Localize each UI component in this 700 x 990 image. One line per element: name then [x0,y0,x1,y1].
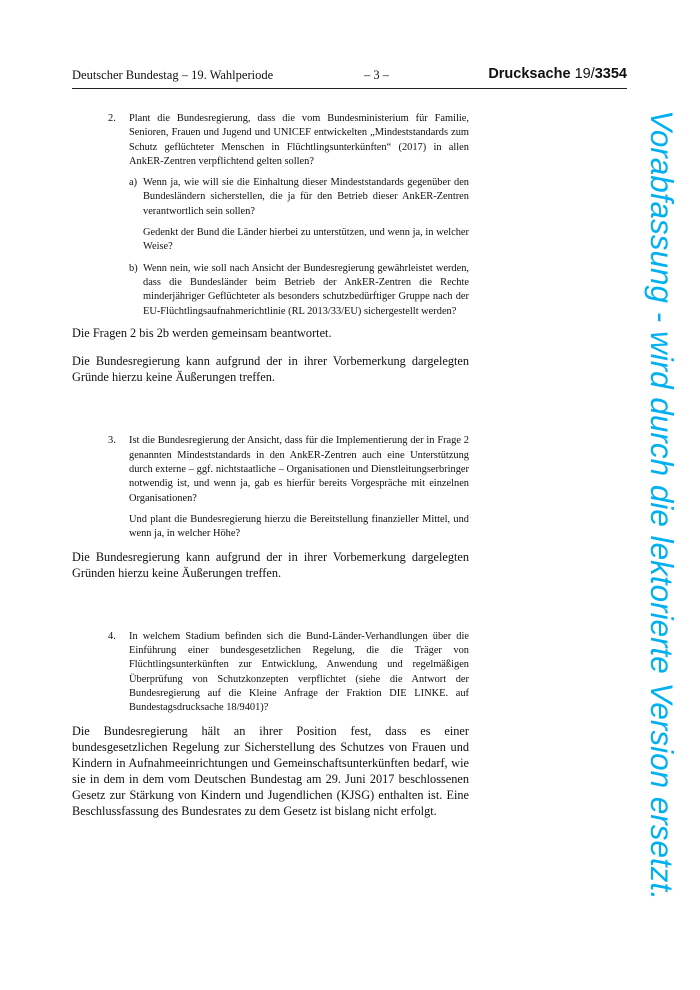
question-4 [72,630,469,716]
question-text: Plant die Bundesregierung, dass die vom Bundesministerium für Familie, Senioren, Frauen und Jugend und UNICEF entwickelten „Mindeststandards zum Schutz geflüchteter Menschen in Flüchtlingsunterkünften“ (2017) in allen AnkER-Zentren verpflichtend gelten sollen? [129,113,469,167]
question-3 [72,434,469,541]
watermark-text: Vorabfassung - wird durch die lektorierte Version ersetzt. [644,110,680,901]
document-number [488,66,627,82]
answer-4: Die Bundesregierung hält an ihrer Position fest, dass es einer bundesgesetzlichen Regelung zur Sicherstellung des Schutzes von Frauen und Kindern in Aufnahmeeinrichtungen und Gemeinschaftsunterkünften bedarf, wie sie in dem in dem vom Deutschen Bundestag am 29. Juni 2017 beschlossenen Gesetz zur Stärkung von Kindern und Jugendlichen (KJSG) enthalten ist. Eine Beschlussfassung des Bundesrates zu dem Gesetz ist bislang nicht erfolgt. [72,723,469,818]
answer-2: Die Bundesregierung kann aufgrund der in ihrer Vorbemerkung dargelegten Gründe hierzu keine Äußerungen treffen. [72,354,469,385]
document-number-prefix: 19/ [574,66,595,82]
sub-label: a) [129,177,138,189]
question-text: In welchem Stadium befinden sich die Bund-Länder-Verhandlungen über die Einführung einer bundesgesetzlichen Regelung, die die Träger von Flüchtlingsunterkünften zur Entwicklung, Anwendung und regelmäßigen Überprüfung von Schutzkonzepten verpflichtet (siehe die Antwort der Bundesregierung auf die Kleine Anfrage der Fraktion DIE LINKE. auf Bundestagsdrucksache 18/9401)? [129,630,469,714]
question-2b [129,262,469,319]
question-3-followup: Und plant die Bundesregierung hierzu die Bereitstellung finanzieller Mittel, und wenn ja, in welcher Höhe? [129,513,469,540]
question-2a-followup: Gedenkt der Bund die Länder hierbei zu unterstützen, und wenn ja, in welcher Weise? [143,227,469,253]
document-body [72,112,469,831]
draft-watermark [638,108,688,903]
page-header [72,66,627,89]
answer-3: Die Bundesregierung kann aufgrund der in ihrer Vorbemerkung dargelegten Gründen hierzu keine Äußerungen treffen. [72,549,469,580]
question-2 [72,112,469,319]
header-parliament: Deutscher Bundestag – 19. Wahlperiode [72,68,274,82]
question-number: 2. [108,113,116,124]
answer-2-intro: Die Fragen 2 bis 2b werden gemeinsam beantwortet. [72,325,332,340]
question-number: 3. [108,435,116,447]
sub-text: Wenn ja, wie will sie die Einhaltung dieser Mindeststandards gegenüber den Bundesländern sicherstellen, die ja für den Betrieb dieser AnkER-Zentren verantwortlich sein sollen? [143,177,469,217]
page-number: – 3 – [364,68,389,82]
question-number: 4. [108,630,116,642]
question-text: Ist die Bundesregierung der Ansicht, dass für die Implementierung der in Frage 2 genannten Mindeststandards in den AnkER-Zentren auch eine Unterstützung durch externe – ggf. nichtstaatliche – Organisationen und Dienstleitungserbringer notwendig ist, und wenn ja, gab es hierfür bereits Vorgespräche mit einzelnen Organisationen? [129,435,469,504]
question-2a [129,176,469,219]
document-number-value: 3354 [594,66,627,82]
sub-text: Wenn nein, wie soll nach Ansicht der Bundesregierung gewährleistet werden, dass die Bundesländer beim Betrieb der AnkER-Zentren die Rechte minderjähriger Geflüchteter als besonders schutzbedürftiger Gruppe nach der EU-Flüchtlingsaufnahmerichtlinie (RL 2013/33/EU) sichergestellt werden? [143,262,469,317]
sub-label: b) [129,262,138,274]
document-label: Drucksache [488,66,571,82]
